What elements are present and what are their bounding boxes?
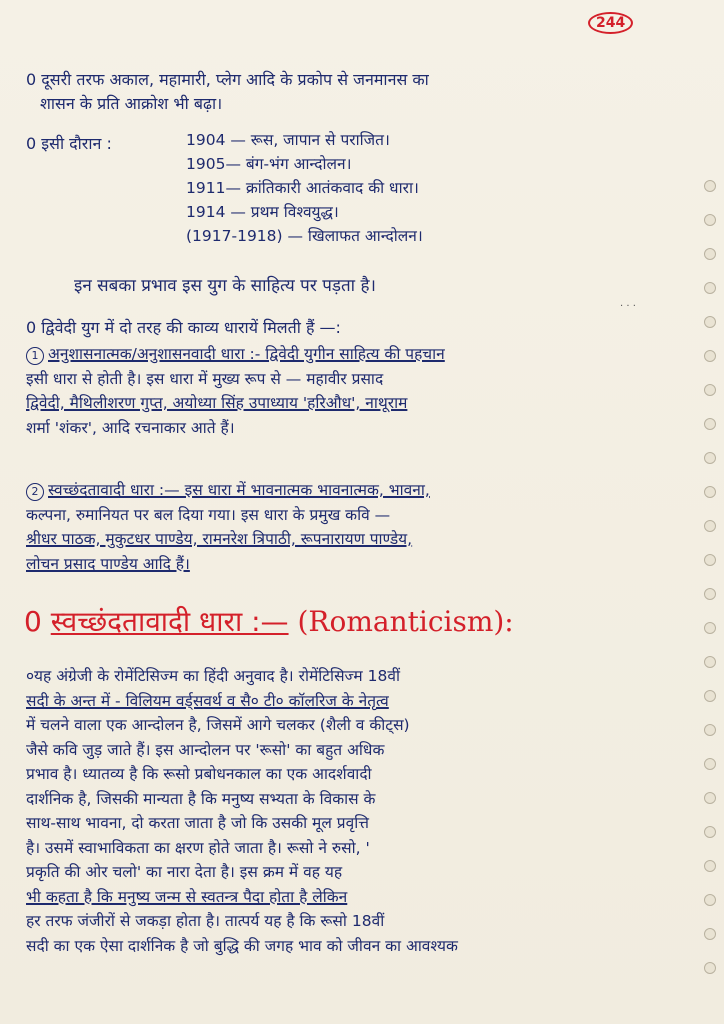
binder-hole xyxy=(704,248,716,260)
stream-2-line: लोचन प्रसाद पाण्डेय आदि हैं। xyxy=(26,554,190,573)
summary-line: इन सबका प्रभाव इस युग के साहित्य पर पड़ता है। xyxy=(74,276,376,296)
binder-hole xyxy=(704,554,716,566)
stream-2 xyxy=(26,478,656,576)
intro-line-1: 0 दूसरी तरफ अकाल, महामारी, प्लेग आदि के प्रकोप से जनमानस का xyxy=(26,70,429,89)
binder-hole xyxy=(704,826,716,838)
paragraph-line: दार्शनिक है, जिसकी मान्यता है कि मनुष्य सभ्यता के विकास के xyxy=(26,789,376,808)
binder-hole xyxy=(704,690,716,702)
timeline-item: 1905— बंग-भंग आन्दोलन। xyxy=(186,155,352,173)
heading-english: (Romanticism): xyxy=(297,605,514,638)
timeline-item: 1914 — प्रथम विश्वयुद्ध। xyxy=(186,203,339,221)
binder-hole xyxy=(704,894,716,906)
binder-hole xyxy=(704,214,716,226)
stream-1 xyxy=(26,342,656,440)
paragraph-line: ०यह अंग्रेजी के रोमेंटिसिज्म का हिंदी अनुवाद है। रोमेंटिसिज्म 18वीं xyxy=(26,667,400,685)
stray-marks: . . . xyxy=(620,298,636,309)
streams-intro: 0 द्विवेदी युग में दो तरह की काव्य धारायें मिलती हैं —: xyxy=(26,318,341,337)
stream-2-line: कल्पना, रुमानियत पर बल दिया गया। इस धारा के प्रमुख कवि — xyxy=(26,505,391,524)
binder-hole xyxy=(704,486,716,498)
paragraph-line: भी कहता है कि मनुष्य जन्म से स्वतन्त्र पैदा होता है लेकिन xyxy=(26,887,348,906)
binder-hole xyxy=(704,180,716,192)
stream-2-line: स्वच्छंदतावादी धारा :— इस धारा में भावनात्मक भावनात्मक, भावना, xyxy=(48,481,430,499)
paragraph-line: में चलने वाला एक आन्दोलन है, जिसमें आगे चलकर (शैली व कीट्स) xyxy=(26,716,410,734)
binder-hole xyxy=(704,928,716,940)
binder-hole xyxy=(704,962,716,974)
stream-1-line: अनुशासनात्मक/अनुशासनवादी धारा :- द्विवेदी युगीन साहित्य की पहचान xyxy=(48,345,445,363)
binder-hole xyxy=(704,384,716,396)
timeline-label: 0 इसी दौरान : xyxy=(26,134,112,153)
paragraph-line: जैसे कवि जुड़ जाते हैं। इस आन्दोलन पर 'रूसो' का बहुत अधिक xyxy=(26,740,385,759)
section-heading xyxy=(24,604,514,640)
binder-hole xyxy=(704,418,716,430)
paragraph-line: साथ-साथ भावना, दो करता जाता है जो कि उसकी मूल प्रवृत्ति xyxy=(26,814,369,832)
timeline-item: (1917-1918) — खिलाफत आन्दोलन। xyxy=(186,227,423,245)
timeline-item: 1911— क्रांतिकारी आतंकवाद की धारा। xyxy=(186,179,419,197)
binder-hole xyxy=(704,588,716,600)
binder-hole xyxy=(704,724,716,736)
stream-1-line: इसी धारा से होती है। इस धारा में मुख्य रूप से — महावीर प्रसाद xyxy=(26,369,384,388)
binder-hole xyxy=(704,860,716,872)
paragraph-line: सदी का एक ऐसा दार्शनिक है जो बुद्धि की जगह भाव को जीवन का आवश्यक xyxy=(26,936,458,955)
binder-hole xyxy=(704,758,716,770)
binder-hole xyxy=(704,282,716,294)
stream-2-number: 2 xyxy=(26,483,44,501)
paragraph-line: है। उसमें स्वाभाविकता का क्षरण होते जाता है। रूसो ने रुसो, ' xyxy=(26,838,370,857)
binder-hole xyxy=(704,452,716,464)
timeline-list xyxy=(186,128,423,248)
binder-holes xyxy=(704,180,718,1020)
binder-hole xyxy=(704,656,716,668)
paragraph-line: सदी के अन्त में - विलियम वर्ड्सवर्थ व सै० टी० कॉलरिज के नेतृत्व xyxy=(26,691,389,710)
binder-hole xyxy=(704,520,716,532)
stream-1-number: 1 xyxy=(26,347,44,365)
stream-1-line: शर्मा 'शंकर', आदि रचनाकार आते हैं। xyxy=(26,418,235,437)
timeline-item: 1904 — रूस, जापान से पराजित। xyxy=(186,131,390,149)
stream-2-line: श्रीधर पाठक, मुकुटधर पाण्डेय, रामनरेश त्रिपाठी, रूपनारायण पाण्डेय, xyxy=(26,530,413,548)
heading-prefix: 0 xyxy=(24,605,42,638)
stream-1-line: द्विवेदी, मैथिलीशरण गुप्त, अयोध्या सिंह उपाध्याय 'हरिऔध', नाथूराम xyxy=(26,394,408,412)
page-number: 244 xyxy=(588,12,633,34)
binder-hole xyxy=(704,316,716,328)
intro-line-2: शासन के प्रति आक्रोश भी बढ़ा। xyxy=(40,94,223,113)
heading-hindi: स्वच्छंदतावादी धारा :— xyxy=(50,605,289,638)
paragraph-line: हर तरफ जंजीरों से जकड़ा होता है। तात्पर्य यह है कि रूसो 18वीं xyxy=(26,912,385,930)
paragraph-line: प्रकृति की ओर चलो' का नारा देता है। इस क्रम में वह यह xyxy=(26,863,343,881)
romanticism-paragraph xyxy=(26,664,666,958)
binder-hole xyxy=(704,350,716,362)
paragraph-line: प्रभाव है। ध्यातव्य है कि रूसो प्रबोधनकाल का एक आदर्शवादी xyxy=(26,765,372,783)
binder-hole xyxy=(704,622,716,634)
binder-hole xyxy=(704,792,716,804)
